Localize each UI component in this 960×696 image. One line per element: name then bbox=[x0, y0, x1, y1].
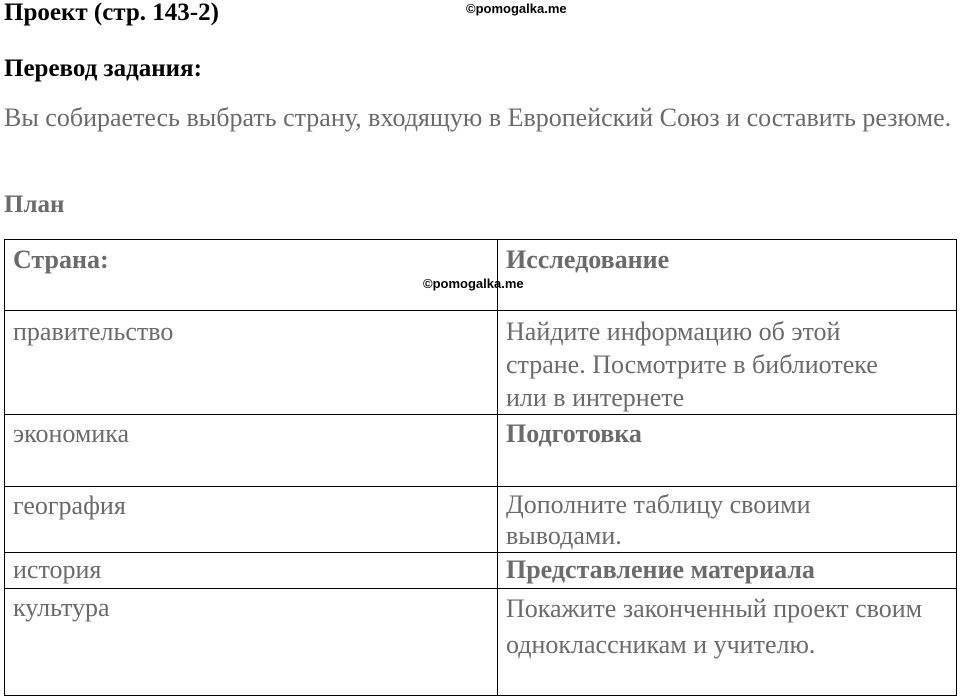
table-cell-economy: экономика bbox=[5, 415, 498, 487]
table-cell-presentation-header: Представление материала bbox=[498, 553, 957, 589]
table-cell-research-header: Исследование bbox=[498, 240, 957, 311]
plan-table bbox=[4, 239, 957, 696]
watermark-top: ©pomogalka.me bbox=[466, 1, 567, 16]
table-cell-history: история bbox=[5, 553, 498, 589]
watermark-table: ©pomogalka.me bbox=[423, 276, 524, 291]
table-row bbox=[5, 553, 957, 589]
table-row bbox=[5, 311, 957, 415]
table-cell-country-header: Страна: bbox=[5, 240, 498, 311]
table-row bbox=[5, 240, 957, 311]
table-cell-preparation-header: Подготовка bbox=[498, 415, 957, 487]
table-cell-preparation-text: Дополните таблицу своими выводами. bbox=[498, 487, 957, 553]
table-cell-government: правительство bbox=[5, 311, 498, 415]
task-heading: Перевод задания: bbox=[4, 55, 202, 82]
table-cell-geography: география bbox=[5, 487, 498, 553]
table-cell-culture: культура bbox=[5, 589, 498, 696]
table-cell-presentation-text: Покажите законченный проект своим одноклассникам и учителю. bbox=[498, 589, 957, 696]
task-text: Вы собираетесь выбрать страну, входящую в Европейский Союз и составить резюме. bbox=[4, 103, 952, 132]
table-cell-research-text: Найдите информацию об этой стране. Посмотрите в библиотеке или в интернете bbox=[498, 311, 957, 415]
table-row bbox=[5, 415, 957, 487]
table-row bbox=[5, 589, 957, 696]
table-row bbox=[5, 487, 957, 553]
page-title: Проект (стр. 143-2) bbox=[4, 0, 219, 26]
plan-label: План bbox=[4, 191, 65, 218]
